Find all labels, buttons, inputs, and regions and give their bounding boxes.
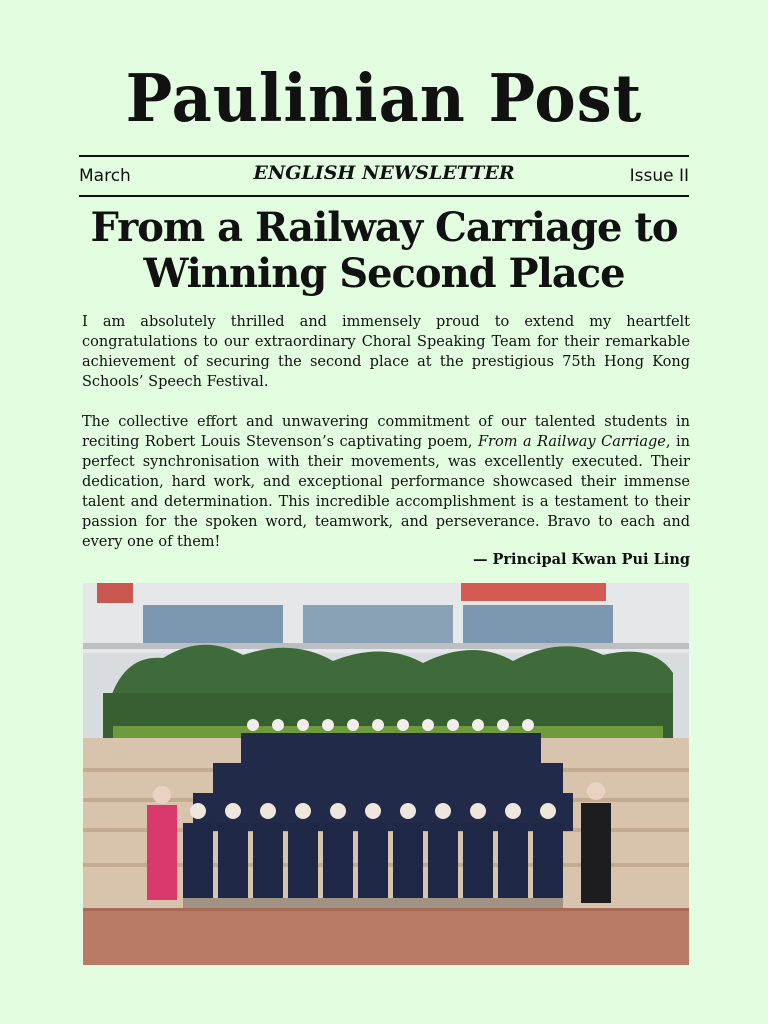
paragraph-2-end: , in perfect synchronisation with their movements, was excellently executed. Their dedication, hard work, and exceptional performance showcased their immense talent and determination. This incredible accomplishment is a testament to their passion for the spoken word, teamwork, and perseverance. Bravo to each and every one of them! [82, 434, 691, 550]
section-label: ENGLISH NEWSLETTER [253, 162, 515, 184]
bottom-rule [79, 195, 689, 197]
paragraph-2-start: The collective effort and unwavering commitment of our talented students in reciting Robert Louis Stevenson’s captivating poem, [82, 414, 690, 450]
article-headline [60, 205, 708, 297]
masthead-title: Paulinian Post [125, 60, 643, 137]
meta-row [79, 160, 689, 192]
paragraph-1: I am absolutely thrilled and immensely proud to extend my heartfelt congratulations to our extraordinary Choral Speaking Team for their remarkable achievement of securing the second place at the prestigious 75th Hong Kong Schools’ Speech Festival. [82, 314, 690, 390]
top-rule [79, 155, 689, 157]
headline-line-1: From a Railway Carriage to [90, 204, 678, 251]
article-signature: — Principal Kwan Pui Ling [472, 551, 690, 568]
headline-line-2: Winning Second Place [143, 250, 625, 297]
group-photo [83, 583, 689, 965]
poem-title: From a Railway Carriage [478, 434, 666, 450]
issue-month: March [79, 166, 131, 186]
group-photo-icon [83, 583, 689, 965]
issue-number: Issue II [629, 166, 689, 186]
article-body [82, 312, 690, 552]
paragraph-2 [82, 412, 690, 552]
